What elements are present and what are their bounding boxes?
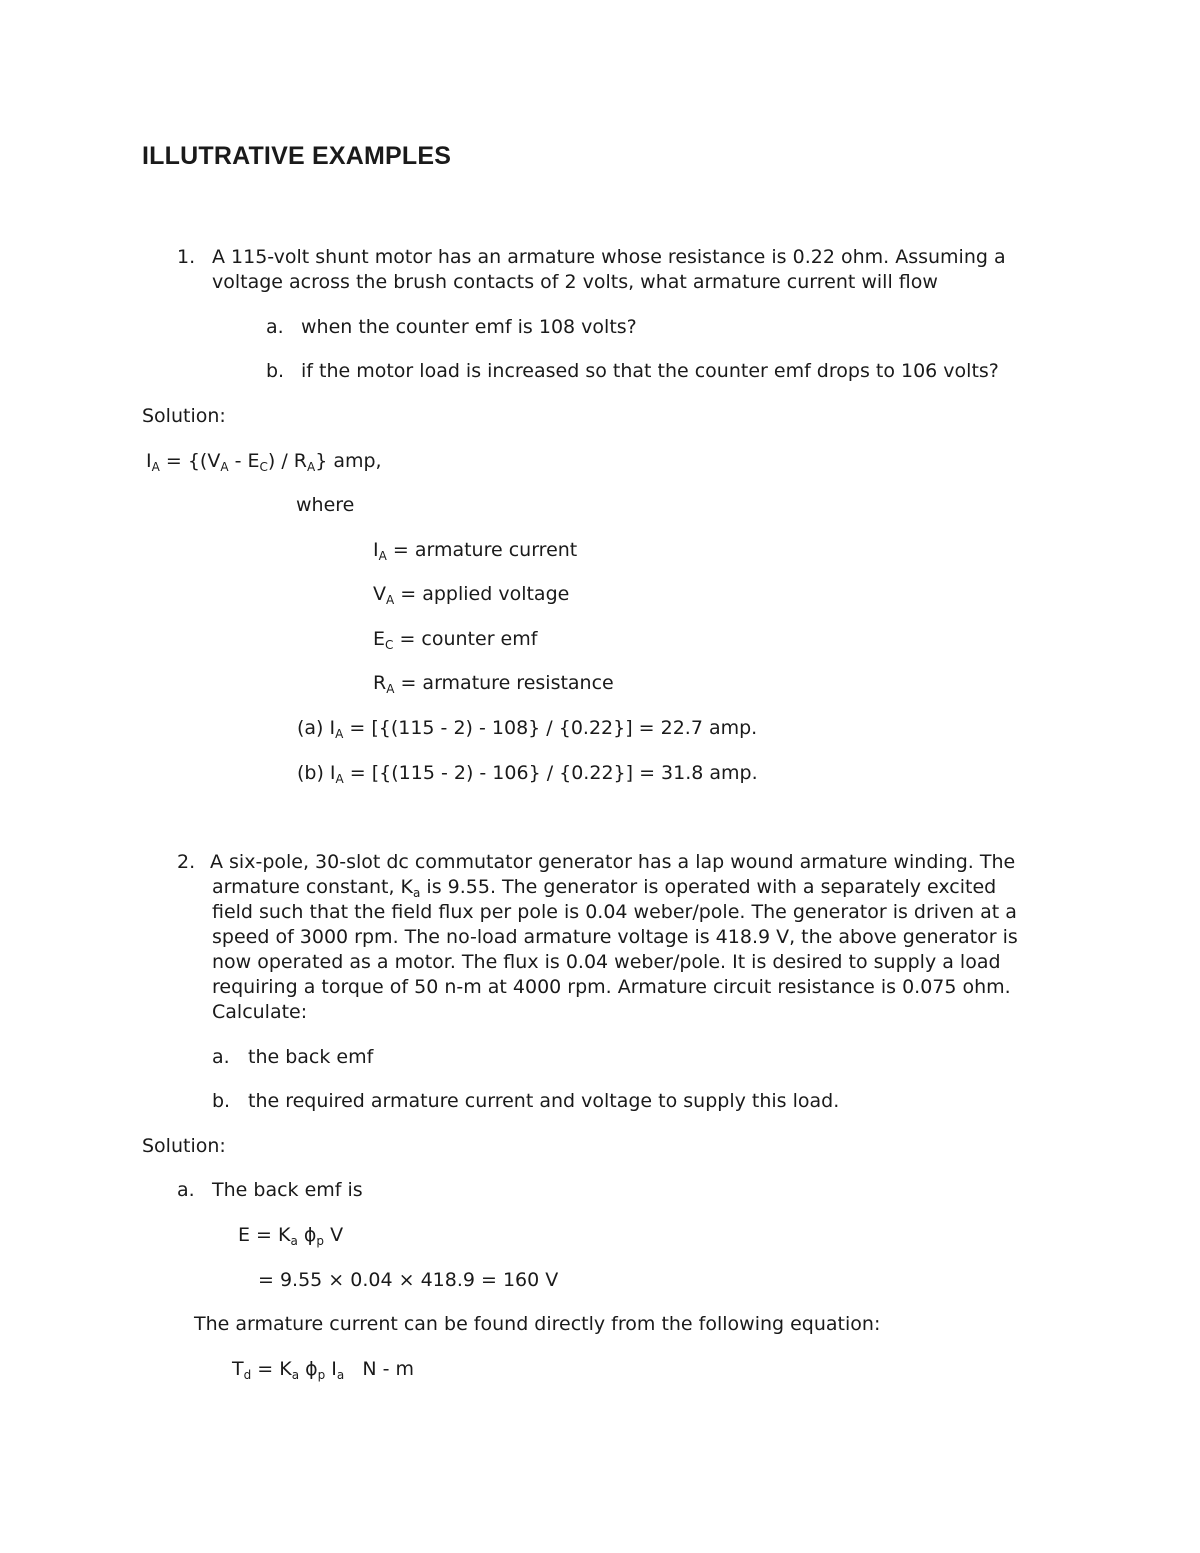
definition-armature-resistance: $R_A$ = armature resistance bbox=[373, 672, 614, 696]
problem-1-line-2: voltage across the brush contacts of 2 volts, what armature current will flow bbox=[212, 271, 938, 293]
solution-1-label: Solution: bbox=[142, 405, 226, 427]
problem-2-line-7: Calculate: bbox=[212, 1001, 308, 1023]
problem-2-b-marker: b. bbox=[212, 1090, 231, 1112]
problem-2-line-6: requiring a torque of 50 n-m at 4000 rpm. Armature circuit resistance is 0.075 ohm. bbox=[212, 976, 1011, 998]
problem-1-a-text: when the counter emf is 108 volts? bbox=[301, 316, 637, 338]
solution-2-a-marker: a. bbox=[177, 1179, 195, 1201]
where-label: where bbox=[296, 494, 355, 516]
problem-2-a-text: the back emf bbox=[248, 1046, 374, 1068]
problem-2-line-2: armature constant, $K_a$ is 9.55. The generator is operated with a separately excited bbox=[212, 876, 997, 900]
problem-2-number: 2. bbox=[177, 851, 196, 873]
problem-1-line-1: A 115-volt shunt motor has an armature whose resistance is 0.22 ohm. Assuming a bbox=[212, 246, 1006, 268]
problem-2-line-5: now operated as a motor. The flux is 0.04 weber/pole. It is desired to supply a load bbox=[212, 951, 1001, 973]
solution-1-formula: $I_A = \{(V_A - E_C) / R_A\}$ amp, bbox=[146, 450, 382, 474]
solution-2-a-text: The back emf is bbox=[212, 1179, 363, 1201]
calculation-b: (b) $I_A = [\{(115 - 2) - 106\} / \{0.22\}] = 31.8$ amp. bbox=[297, 762, 758, 786]
calculation-a: (a) $I_A = [\{(115 - 2) - 108\} / \{0.22\}] = 22.7$ amp. bbox=[297, 717, 758, 741]
armature-current-text: The armature current can be found directly from the following equation: bbox=[194, 1313, 881, 1335]
problem-1-b-marker: b. bbox=[266, 360, 285, 382]
problem-1-number: 1. bbox=[177, 246, 196, 268]
solution-2-label: Solution: bbox=[142, 1135, 226, 1157]
back-emf-calculation: = 9.55 × 0.04 × 418.9 = 160 V bbox=[258, 1269, 559, 1291]
torque-equation: $T_d = K_a$ $\phi_p$ $I_a$ N - m bbox=[232, 1358, 415, 1382]
problem-1-b-text: if the motor load is increased so that the counter emf drops to 106 volts? bbox=[301, 360, 999, 382]
problem-2-line-3: field such that the field flux per pole is 0.04 weber/pole. The generator is driven at a bbox=[212, 901, 1017, 923]
page-title: ILLUTRATIVE EXAMPLES bbox=[142, 142, 452, 170]
problem-2-line-4: speed of 3000 rpm. The no-load armature voltage is 418.9 V, the above generator is bbox=[212, 926, 1018, 948]
back-emf-equation: $E = K_a$ $\phi_p$ V bbox=[238, 1224, 344, 1248]
definition-counter-emf: $E_C$ = counter emf bbox=[373, 628, 538, 652]
problem-2-b-text: the required armature current and voltage to supply this load. bbox=[248, 1090, 840, 1112]
definition-armature-current: $I_A$ = armature current bbox=[373, 539, 578, 563]
definition-applied-voltage: $V_A$ = applied voltage bbox=[373, 583, 570, 607]
problem-1-a-marker: a. bbox=[266, 316, 284, 338]
problem-2-a-marker: a. bbox=[212, 1046, 230, 1068]
problem-2-line-1: A six-pole, 30-slot dc commutator generator has a lap wound armature winding. The bbox=[210, 851, 1016, 873]
